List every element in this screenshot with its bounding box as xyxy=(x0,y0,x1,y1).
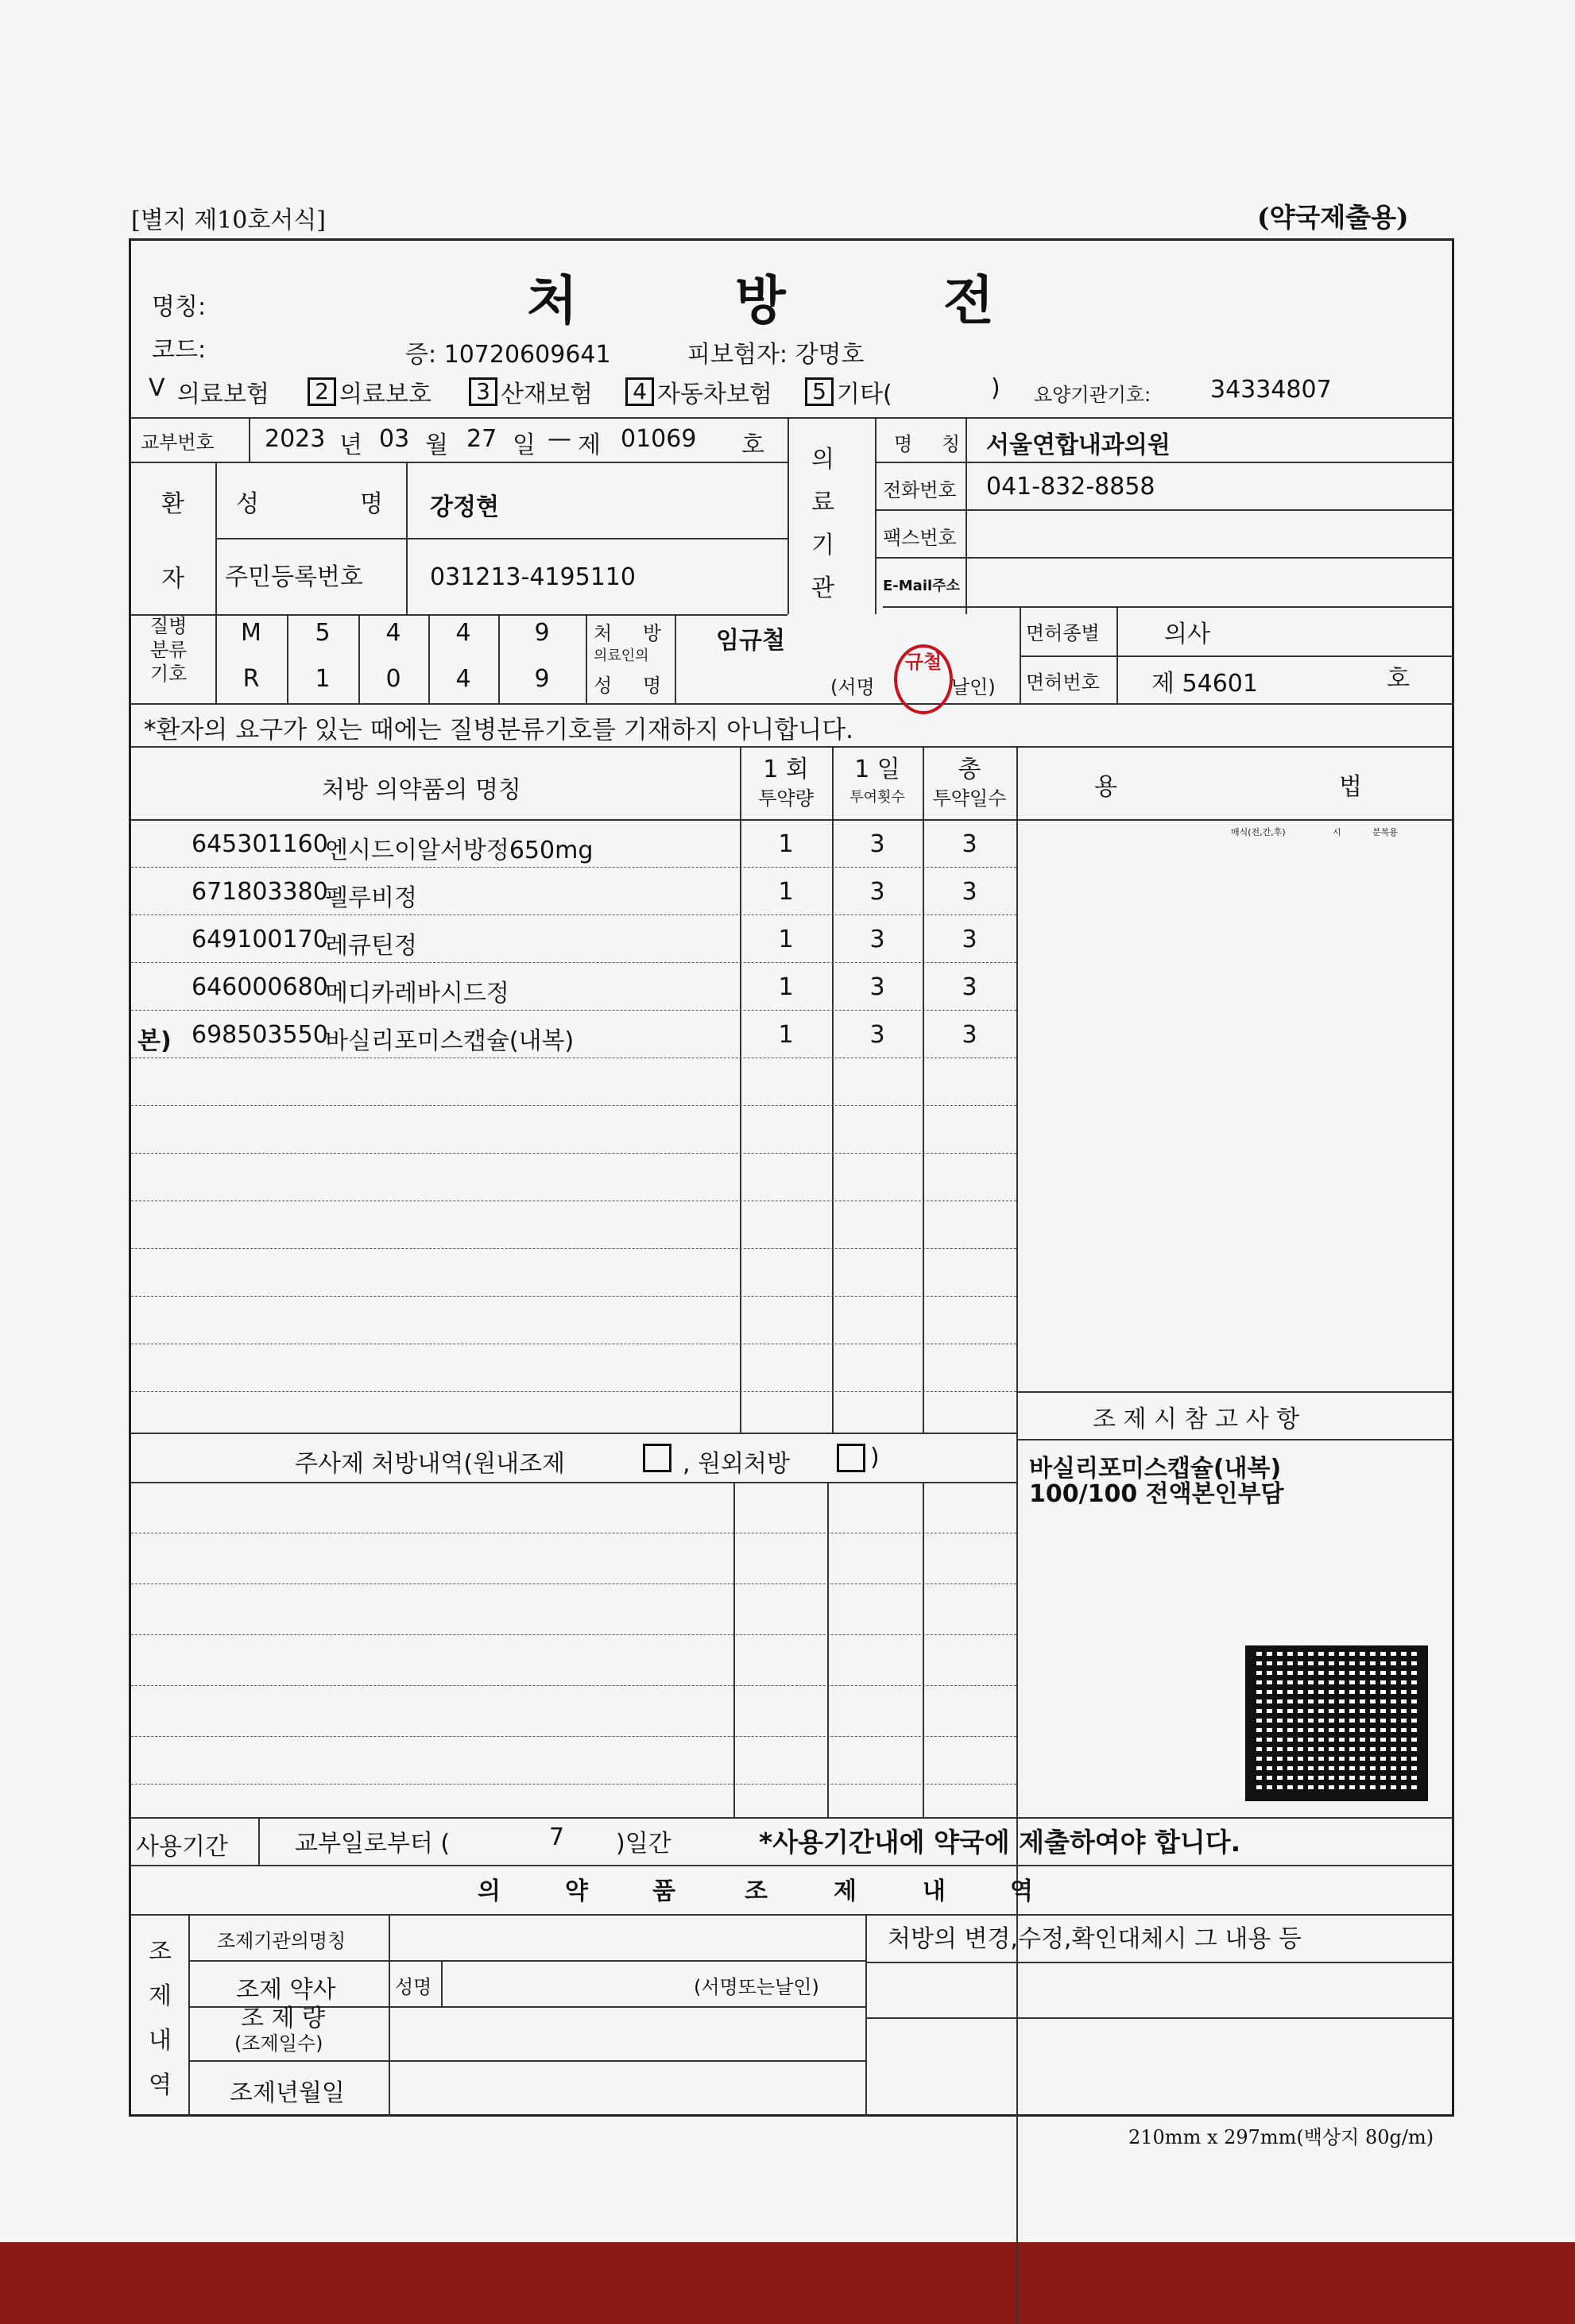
disease-code-r2-5: 9 xyxy=(534,665,550,693)
inst-name: 서울연합내과의원 xyxy=(986,431,1171,459)
inst-label-4: 관 xyxy=(811,574,834,602)
license-no-label: 면허번호 xyxy=(1026,671,1100,694)
license-type: 의사 xyxy=(1164,621,1210,648)
rx-days: 3 xyxy=(962,830,977,858)
phone-label: 전화번호 xyxy=(883,479,957,501)
usage-small-1: 매식(전,간,후) xyxy=(1231,827,1286,837)
rx-drug-name: 엔시드이알서방정650mg xyxy=(325,837,594,864)
injection-label-c: ) xyxy=(870,1444,880,1471)
issue-label: 교부번호 xyxy=(141,431,215,454)
rx-code: 698503550 xyxy=(192,1021,328,1049)
disease-code-r1-3: 4 xyxy=(385,619,401,647)
patient-name: 강정현 xyxy=(430,493,499,521)
dispense-title-5: 제 xyxy=(834,1877,857,1905)
rx-drug-name: 바실리포미스캡슐(내복) xyxy=(325,1027,575,1055)
injection-label-b: , 원외처방 xyxy=(683,1450,790,1478)
cert-number: 증: 10720609641 xyxy=(405,341,611,369)
disease-label-2: 분류 xyxy=(150,639,188,661)
issue-month: 03 xyxy=(379,425,410,453)
patient-name-label-1: 성 xyxy=(236,490,259,518)
rx-freq: 3 xyxy=(869,878,885,906)
inst-name-label-2: 칭 xyxy=(942,433,961,455)
qr-code xyxy=(1245,1645,1428,1801)
disease-label-3: 기호 xyxy=(150,663,188,685)
rx-days: 3 xyxy=(962,1021,977,1049)
rx-freq: 3 xyxy=(869,973,885,1001)
rx-days: 3 xyxy=(962,973,977,1001)
rx-code: 671803380 xyxy=(192,878,328,906)
rrn-label: 주민등록번호 xyxy=(225,563,363,591)
doctor-label-top-1: 처 xyxy=(594,622,613,644)
rx-header-dose-bot: 투약량 xyxy=(758,787,814,810)
rx-days: 3 xyxy=(962,878,977,906)
rx-header-days-bot: 투약일수 xyxy=(932,787,1007,810)
disease-code-r1-5: 9 xyxy=(534,619,550,647)
insured-person: 피보험자: 강명호 xyxy=(687,341,865,369)
pharmacist-label: 조제 약사 xyxy=(236,1976,336,2004)
rx-prefix: 본) xyxy=(137,1027,172,1055)
rx-days: 3 xyxy=(962,926,977,953)
patient-label-2: 자 xyxy=(161,565,184,593)
inst-label-2: 료 xyxy=(811,489,834,516)
reference-line-1: 바실리포미스캡슐(내복) xyxy=(1029,1455,1282,1483)
rx-freq: 3 xyxy=(869,1021,885,1049)
license-type-label: 면허종별 xyxy=(1026,622,1100,644)
rx-dose: 1 xyxy=(778,878,794,906)
inst-label-1: 의 xyxy=(811,446,834,474)
disease-code-r2-3: 0 xyxy=(385,665,401,693)
usage-small-3: 분복용 xyxy=(1372,827,1398,837)
license-suffix: 호 xyxy=(1387,665,1410,693)
doctor-seal-stamp: 규철 xyxy=(894,644,953,714)
rx-freq: 3 xyxy=(869,830,885,858)
ins-label-1: 의료보험 xyxy=(177,381,269,408)
pharmacy-name-label: 조제기관의명칭 xyxy=(217,1930,346,1952)
disease-label-1: 질병 xyxy=(150,615,188,637)
amount-label: 조 제 량 xyxy=(241,2005,326,2032)
disease-code-r1-4: 4 xyxy=(455,619,471,647)
patient-label-1: 환 xyxy=(161,490,184,518)
fax-label: 팩스번호 xyxy=(883,527,957,549)
ins-mark-1: V xyxy=(149,374,165,402)
disease-code-notice: *환자의 요구가 있는 때에는 질병분류기호를 기재하지 아니합니다. xyxy=(144,716,854,744)
rx-drug-name: 메디카레바시드정 xyxy=(325,980,509,1007)
ins-label-5: 기타( xyxy=(837,381,892,408)
issue-year-unit: 년 xyxy=(339,431,362,459)
issue-number: 01069 xyxy=(621,425,697,453)
ins-close: ) xyxy=(991,374,1000,402)
ins-checkbox-4[interactable]: 4 xyxy=(625,377,654,406)
disease-code-r1-1: M xyxy=(241,619,261,647)
disease-code-r2-4: 4 xyxy=(455,665,471,693)
ins-label-4: 자동차보험 xyxy=(657,381,772,408)
issue-dash: — xyxy=(548,425,571,453)
issue-year: 2023 xyxy=(265,425,326,453)
injection-label-a: 주사제 처방내역(원내조제 xyxy=(295,1450,566,1478)
inst-label-3: 기 xyxy=(811,532,834,559)
rx-drug-name: 레큐틴정 xyxy=(325,932,417,960)
rx-code: 646000680 xyxy=(192,973,328,1001)
ins-label-2: 의료보호 xyxy=(339,381,431,408)
ins-checkbox-3[interactable]: 3 xyxy=(469,377,497,406)
rx-drug-name: 펠루비정 xyxy=(325,884,417,912)
copy-type: (약국제출용) xyxy=(1257,202,1409,233)
rx-code: 649100170 xyxy=(192,926,328,953)
dispense-side-1: 조 xyxy=(149,1938,172,1966)
prescription-form xyxy=(129,238,1454,2117)
dispense-side-4: 역 xyxy=(149,2071,172,2099)
provider-code-label: 요양기관기호: xyxy=(1034,384,1151,406)
usage-period-notice: *사용기간내에 약국에 제출하여야 합니다. xyxy=(759,1827,1241,1858)
doctor-label-bot-1: 성 xyxy=(594,675,613,697)
usage-period-label: 사용기간 xyxy=(136,1833,228,1861)
disease-code-r2-1: R xyxy=(242,665,260,693)
issue-no-suffix: 호 xyxy=(741,431,764,459)
title-char-3: 전 xyxy=(943,269,994,331)
reference-label: 조 제 시 참 고 사 항 xyxy=(1093,1406,1300,1433)
reference-line-2: 100/100 전액본인부담 xyxy=(1029,1480,1284,1508)
title-char-1: 처 xyxy=(527,269,578,331)
ins-checkbox-2[interactable]: 2 xyxy=(308,377,336,406)
rx-header-freq-bot: 투여횟수 xyxy=(849,789,905,806)
ins-label-3: 산재보험 xyxy=(501,381,593,408)
pharmacist-name-label: 성명 xyxy=(395,1976,432,1998)
rx-dose: 1 xyxy=(778,973,794,1001)
issue-no-prefix: 제 xyxy=(578,431,601,459)
inst-name-label-1: 명 xyxy=(894,433,913,455)
provider-code: 34334807 xyxy=(1210,376,1332,404)
usage-period-days: 7 xyxy=(549,1823,565,1851)
dispense-title-2: 약 xyxy=(565,1877,588,1905)
doctor-label-mid: 의료인의 xyxy=(594,648,649,664)
dispense-date-label: 조제년월일 xyxy=(230,2079,345,2107)
rx-freq: 3 xyxy=(869,926,885,953)
disease-code-r2-2: 1 xyxy=(315,665,331,693)
amount-sub-label: (조제일수) xyxy=(234,2032,323,2055)
rx-header-dose-top: 1 회 xyxy=(763,756,809,783)
doctor-sign-open: (서명 xyxy=(830,676,875,698)
pharmacist-sign-label: (서명또는날인) xyxy=(694,1976,819,1998)
dispense-title-6: 내 xyxy=(923,1877,946,1905)
ins-checkbox-5[interactable]: 5 xyxy=(805,377,834,406)
patient-rrn: 031213-4195110 xyxy=(430,563,636,591)
usage-header-2: 법 xyxy=(1339,773,1362,801)
paper-spec: 210mm x 297mm(백상지 80g/m) xyxy=(1128,2126,1434,2148)
dispense-side-2: 제 xyxy=(149,1982,172,2010)
in-house-checkbox[interactable] xyxy=(643,1444,671,1472)
doctor-label-bot-2: 명 xyxy=(643,675,662,697)
form-number: [별지 제10호서식] xyxy=(131,207,326,234)
usage-small-2: 시 xyxy=(1333,827,1341,837)
rx-header-days-top: 총 xyxy=(958,756,981,783)
dispense-title-3: 품 xyxy=(652,1877,675,1905)
patient-name-label-2: 명 xyxy=(360,490,383,518)
rx-header-name: 처방 의약품의 명칭 xyxy=(322,776,521,804)
issue-day: 27 xyxy=(466,425,497,453)
doctor-name: 임규철 xyxy=(716,627,785,655)
usage-period-unit: )일간 xyxy=(616,1830,671,1858)
license-number: 제 54601 xyxy=(1151,670,1258,698)
rx-dose: 1 xyxy=(778,830,794,858)
dispense-title-7: 역 xyxy=(1010,1877,1033,1905)
rx-code: 645301160 xyxy=(192,830,328,858)
dispense-side-3: 내 xyxy=(149,2027,172,2055)
rx-dose: 1 xyxy=(778,926,794,953)
issue-day-unit: 일 xyxy=(513,431,536,459)
rx-change-label: 처방의 변경,수정,확인대체시 그 내용 등 xyxy=(888,1925,1302,1953)
title-char-2: 방 xyxy=(735,269,786,331)
rx-dose: 1 xyxy=(778,1021,794,1049)
issue-month-unit: 월 xyxy=(425,431,448,459)
name-label: 명칭: xyxy=(152,293,207,321)
inst-phone: 041-832-8858 xyxy=(986,473,1155,501)
doctor-label-top-2: 방 xyxy=(643,622,662,644)
doctor-sign-close: 날인) xyxy=(951,676,996,698)
code-label: 코드: xyxy=(152,336,207,364)
outside-rx-checkbox[interactable] xyxy=(837,1444,865,1472)
usage-header-1: 용 xyxy=(1094,773,1117,801)
disease-code-r1-2: 5 xyxy=(315,619,331,647)
rx-header-freq-top: 1 일 xyxy=(854,756,900,783)
usage-period-from: 교부일로부터 ( xyxy=(295,1830,451,1858)
email-label: E-Mail주소 xyxy=(883,578,960,594)
dispense-title-4: 조 xyxy=(745,1877,768,1905)
dispense-title-1: 의 xyxy=(478,1877,501,1905)
